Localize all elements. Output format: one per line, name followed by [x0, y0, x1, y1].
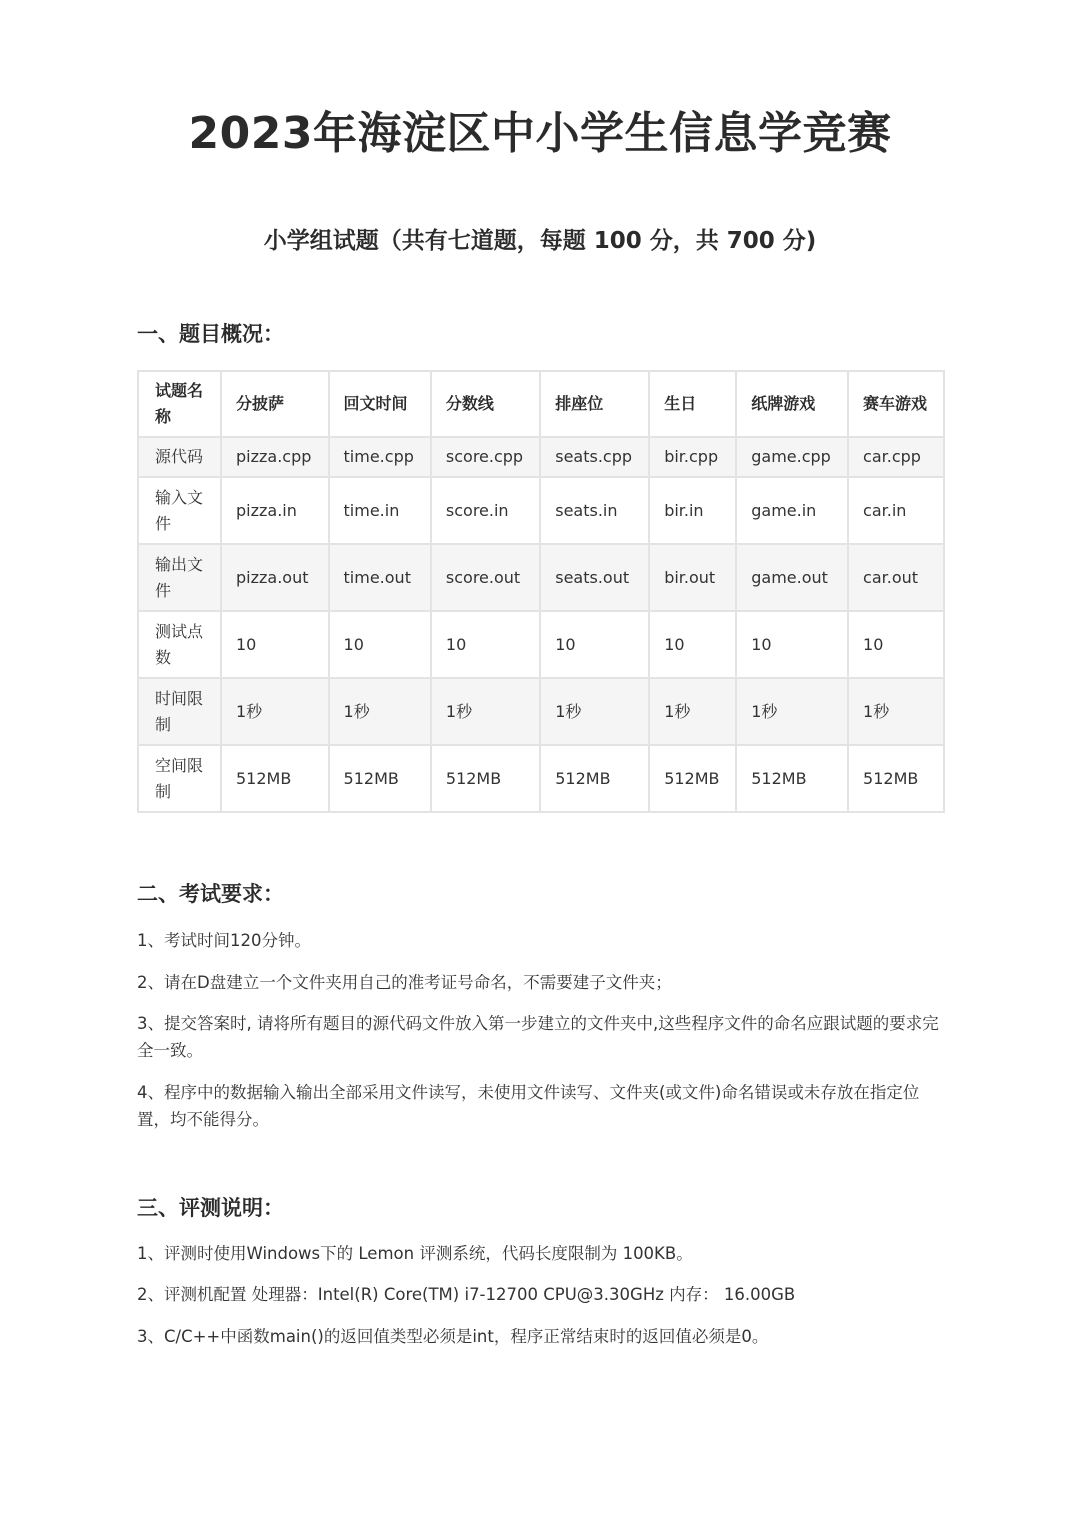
table-cell: 1秒	[540, 678, 649, 745]
table-cell: 1秒	[431, 678, 540, 745]
evaluation-item: 1、评测时使用Windows下的 Lemon 评测系统，代码长度限制为 100KB。	[137, 1244, 693, 1263]
table-row-label: 输出文件	[138, 544, 221, 611]
table-row	[138, 544, 944, 611]
table-cell: time.in	[329, 477, 431, 544]
table-row	[138, 477, 944, 544]
table-cell: 10	[431, 611, 540, 678]
evaluation-item: 2、评测机配置 处理器：Intel(R) Core(TM) i7-12700 CPU@3.30GHz 内存： 16.00GB	[137, 1285, 796, 1304]
table-cell: 512MB	[540, 745, 649, 812]
table-header-cell: 生日	[649, 371, 736, 437]
table-cell: seats.cpp	[540, 437, 649, 477]
table-cell: bir.out	[649, 544, 736, 611]
table-row	[138, 437, 944, 477]
table-cell: car.cpp	[848, 437, 944, 477]
table-cell: 1秒	[736, 678, 848, 745]
table-cell: time.out	[329, 544, 431, 611]
table-header-row	[138, 371, 944, 437]
table-header-cell: 回文时间	[329, 371, 431, 437]
table-header-cell: 分披萨	[221, 371, 329, 437]
table-cell: 10	[649, 611, 736, 678]
table-row-label: 空间限制	[138, 745, 221, 812]
table-cell: 512MB	[848, 745, 944, 812]
table-header-cell: 赛车游戏	[848, 371, 944, 437]
table-cell: 10	[540, 611, 649, 678]
requirement-item: 1、考试时间120分钟。	[137, 931, 311, 950]
table-cell: 10	[848, 611, 944, 678]
table-header-label: 试题名称	[138, 371, 221, 437]
requirement-item: 2、请在D盘建立一个文件夹用自己的准考证号命名，不需要建子文件夹；	[137, 973, 672, 992]
table-row-label: 测试点数	[138, 611, 221, 678]
table-cell: 512MB	[649, 745, 736, 812]
section-overview-heading: 一、题目概况：	[137, 322, 284, 346]
table-row	[138, 745, 944, 812]
requirement-item: 3、提交答案时, 请将所有题目的源代码文件放入第一步建立的文件夹中,这些程序文件的命名应跟试题的要求完全一致。	[137, 1014, 939, 1060]
evaluation-item: 3、C/C++中函数main()的返回值类型必须是int，程序正常结束时的返回值必须是0。	[137, 1327, 769, 1346]
table-cell: pizza.out	[221, 544, 329, 611]
table-cell: car.in	[848, 477, 944, 544]
table-cell: time.cpp	[329, 437, 431, 477]
table-cell: 10	[736, 611, 848, 678]
section-evaluation-heading: 三、评测说明：	[137, 1196, 284, 1220]
table-row-label: 时间限制	[138, 678, 221, 745]
table-cell: game.in	[736, 477, 848, 544]
table-header-cell: 纸牌游戏	[736, 371, 848, 437]
table-cell: 10	[221, 611, 329, 678]
table-row	[138, 678, 944, 745]
section-requirements-heading: 二、考试要求：	[137, 882, 284, 906]
table-cell: 512MB	[221, 745, 329, 812]
table-cell: 512MB	[431, 745, 540, 812]
problem-overview-table	[137, 370, 945, 813]
table-cell: 1秒	[649, 678, 736, 745]
table-cell: 1秒	[221, 678, 329, 745]
table-cell: game.cpp	[736, 437, 848, 477]
table-row-label: 源代码	[138, 437, 221, 477]
table-cell: score.cpp	[431, 437, 540, 477]
document-subtitle: 小学组试题（共有七道题，每题 100 分，共 700 分)	[263, 228, 817, 254]
table-row-label: 输入文件	[138, 477, 221, 544]
table-cell: 512MB	[329, 745, 431, 812]
table-cell: bir.in	[649, 477, 736, 544]
document-title: 2023年海淀区中小学生信息学竞赛	[188, 108, 892, 159]
table-cell: 10	[329, 611, 431, 678]
table-cell: seats.out	[540, 544, 649, 611]
table-cell: 1秒	[848, 678, 944, 745]
requirement-item: 4、程序中的数据输入输出全部采用文件读写，未使用文件读写、文件夹(或文件)命名错误或未存放在指定位置，均不能得分。	[137, 1083, 920, 1129]
table-cell: pizza.in	[221, 477, 329, 544]
table-cell: pizza.cpp	[221, 437, 329, 477]
table-cell: bir.cpp	[649, 437, 736, 477]
table-cell: score.out	[431, 544, 540, 611]
table-header-cell: 分数线	[431, 371, 540, 437]
table-row	[138, 611, 944, 678]
table-cell: game.out	[736, 544, 848, 611]
table-cell: 1秒	[329, 678, 431, 745]
table-cell: score.in	[431, 477, 540, 544]
table-header-cell: 排座位	[540, 371, 649, 437]
table-cell: car.out	[848, 544, 944, 611]
table-cell: seats.in	[540, 477, 649, 544]
table-cell: 512MB	[736, 745, 848, 812]
